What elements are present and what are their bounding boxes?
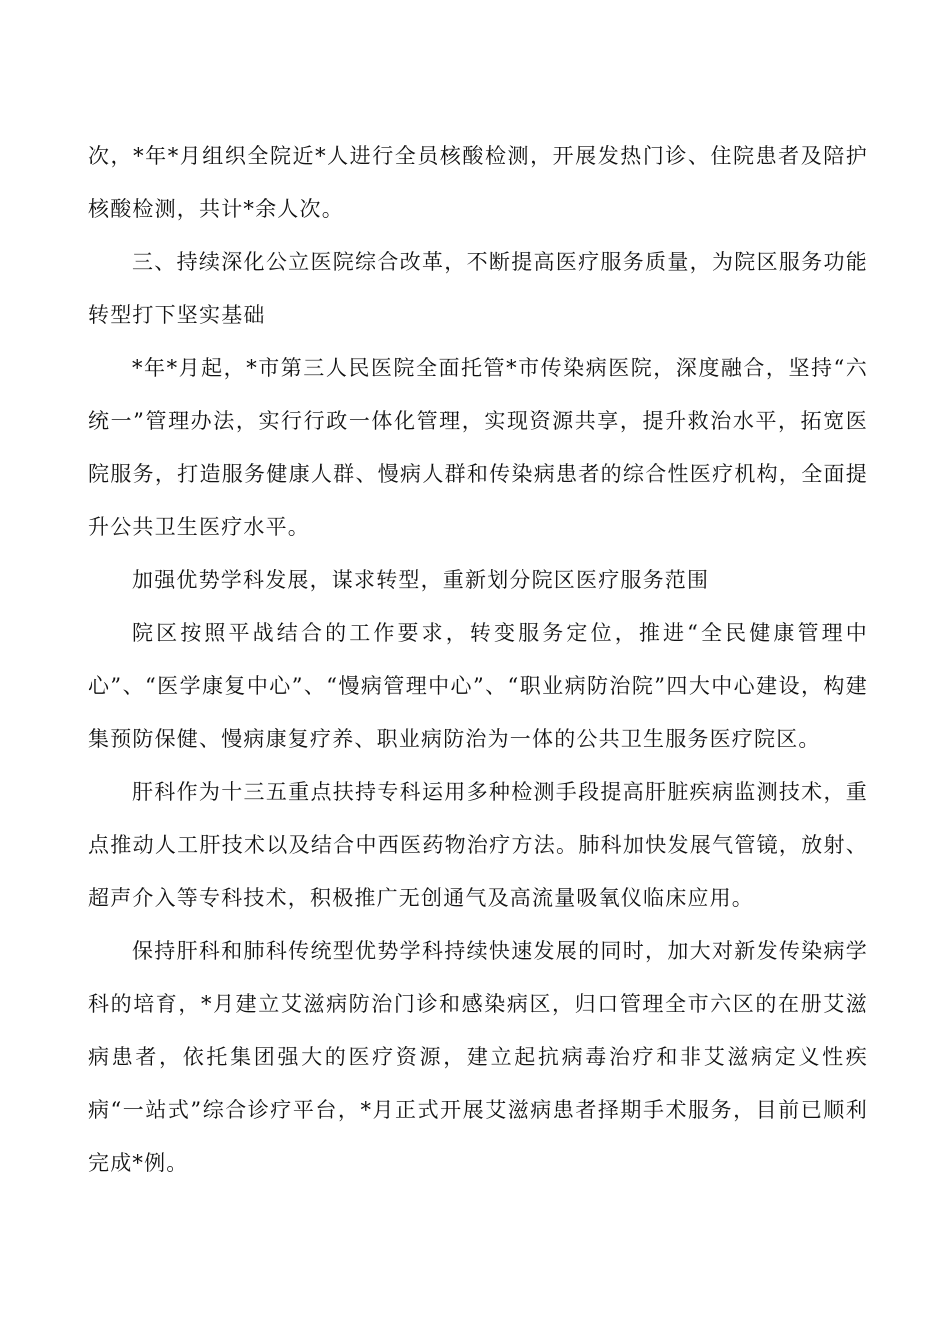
paragraph-liver-lung-departments: 肝科作为十三五重点扶持专科运用多种检测手段提高肝脏疾病监测技术，重点推动人工肝技术以及结合中西医药物治疗方法。肺科加快发展气管镜，放射、超声介入等专科技术，积极推广无创通气及高流量吸氧仪临床应用。	[88, 780, 868, 910]
paragraph-service-positioning: 院区按照平战结合的工作要求，转变服务定位，推进“全民健康管理中心”、“医学康复中心”、“慢病管理中心”、“职业病防治院”四大中心建设，构建集预防保健、慢病康复疗养、职业病防治为一体的公共卫生服务医疗院区。	[88, 621, 868, 751]
paragraph-aids-clinic: 保持肝科和肺科传统型优势学科持续快速发展的同时，加大对新发传染病学科的培育，*月建立艾滋病防治门诊和感染病区，归口管理全市六区的在册艾滋病患者，依托集团强大的医疗资源，建立起抗病毒治疗和非艾滋病定义性疾病“一站式”综合诊疗平台，*月正式开展艾滋病患者择期手术服务，目前已顺利完成*例。	[88, 939, 868, 1175]
subheading-discipline-development: 加强优势学科发展，谋求转型，重新划分院区医疗服务范围	[132, 568, 710, 592]
paragraph-continued-testing: 次，*年*月组织全院近*人进行全员核酸检测，开展发热门诊、住院患者及陪护核酸检测，共计*余人次。	[88, 144, 868, 221]
section-heading-reform: 三、持续深化公立医院综合改革，不断提高医疗服务质量，为院区服务功能转型打下坚实基础	[88, 250, 868, 327]
paragraph-hospital-takeover: *年*月起，*市第三人民医院全面托管*市传染病医院，深度融合，坚持“六统一”管理办法，实行行政一体化管理，实现资源共享，提升救治水平，拓宽医院服务，打造服务健康人群、慢病人群和传染病患者的综合性医疗机构，全面提升公共卫生医疗水平。	[88, 356, 868, 539]
document-body	[88, 130, 868, 1190]
